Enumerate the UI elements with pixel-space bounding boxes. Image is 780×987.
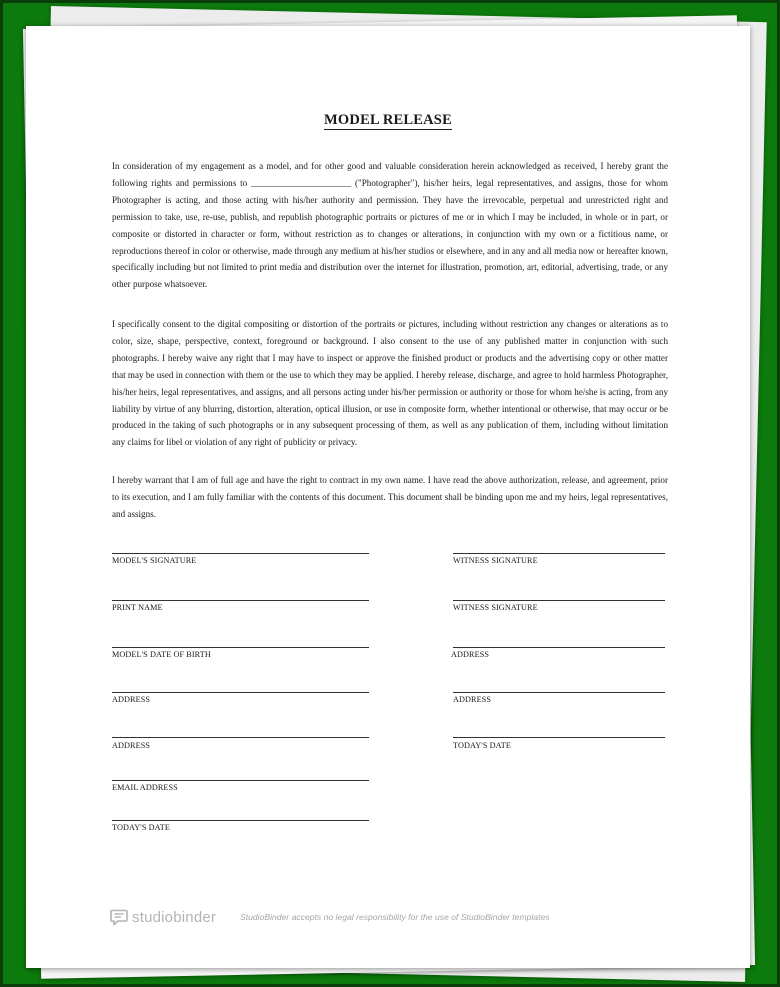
witness-signature-label-2: WITNESS SIGNATURE: [453, 603, 538, 612]
paragraph-consideration: In consideration of my engagement as a model, and for other good and valuable consideration herein acknowledged as received, I hereby grant the following rights and permissions to ______________________ ("Photographer"), his/her heirs, legal representatives, and assigns, those for whom Photographer is acting, and those acting with his/her authority and permission. They have the irrevocable, perpetual and unrestricted right and permission to take, use, re-use, publish, and republish photographic portraits or pictures of me or in which I may be included, in whole or in part, or composite or distorted in character or form, without restriction as to changes or alterations, in conjunction with my own or a fictitious name, or reproductions thereof in color or otherwise, made through any medium at his/her studios or elsewhere, and in any and all media now or hereafter known, specifically including but not limited to print media and distribution over the internet for illustration, promotion, art, editorial, advertising, trade, or any other purpose whatsoever.: [112, 161, 668, 290]
paragraph-consent: I specifically consent to the digital compositing or distortion of the portraits or pictures, including without restriction any changes or alterations as to color, size, shape, perspective, context, foreground or background. I also consent to the use of any published matter in conjunction with such photographs. I hereby waive any right that I may have to inspect or approve the finished product or products and the advertising copy or other matter that may be used in connection with them or the use to which they may be applied. I hereby release, discharge, and agree to hold harmless Photographer, his/her heirs, legal representatives, and assigns, and all persons acting under his/her permission or authority or those for whom he/she is acting, from any liability by virtue of any blurring, distortion, alteration, optical illusion, or use in composite form, whether intentional or otherwise, that may occur or be produced in the taking of such photographs or in any subsequent processing of them, as well as any publication of them, including without limitation any claims for libel or violation of any right of publicity or privacy.: [112, 319, 668, 448]
document-title: MODEL RELEASE: [324, 112, 452, 128]
witness-address-label-2: ADDRESS: [453, 695, 492, 704]
studiobinder-logo: [110, 909, 216, 926]
paragraph-warranty: I hereby warrant that I am of full age and have the right to contract in my own name. I have read the above authorization, release, and agreement, prior to its execution, and I am fully familiar with the contents of this document. This document shall be binding upon me and my heirs, legal representatives, and assigns.: [112, 475, 668, 519]
model-address-line-2[interactable]: [112, 737, 369, 738]
model-signature-label: MODEL'S SIGNATURE: [112, 556, 197, 565]
witness-signature-line-2[interactable]: [453, 600, 665, 601]
print-name-line[interactable]: [112, 600, 369, 601]
email-address-line[interactable]: [112, 780, 369, 781]
witness-address-line-2[interactable]: [453, 692, 665, 693]
date-of-birth-label: MODEL'S DATE OF BIRTH: [112, 650, 211, 659]
legal-disclaimer: StudioBinder accepts no legal responsibility for the use of StudioBinder templates: [240, 912, 550, 922]
email-address-label: EMAIL ADDRESS: [112, 783, 178, 792]
model-address-label-1: ADDRESS: [112, 695, 151, 704]
document-page: [26, 26, 750, 968]
speech-bubble-icon: [110, 909, 128, 926]
model-todays-date-line[interactable]: [112, 820, 369, 821]
witness-signature-label-1: WITNESS SIGNATURE: [453, 556, 538, 565]
brand-name: studiobinder: [132, 909, 217, 926]
model-address-label-2: ADDRESS: [112, 741, 151, 750]
witness-todays-date-line[interactable]: [453, 737, 665, 738]
date-of-birth-line[interactable]: [112, 647, 369, 648]
witness-todays-date-label: TODAY'S DATE: [453, 741, 511, 750]
model-todays-date-label: TODAY'S DATE: [112, 823, 170, 832]
witness-signature-line-1[interactable]: [453, 553, 665, 554]
witness-address-line-1[interactable]: [453, 647, 665, 648]
model-address-line-1[interactable]: [112, 692, 369, 693]
witness-address-label-1: ADDRESS: [451, 650, 490, 659]
print-name-label: PRINT NAME: [112, 603, 163, 612]
model-signature-line[interactable]: [112, 553, 369, 554]
